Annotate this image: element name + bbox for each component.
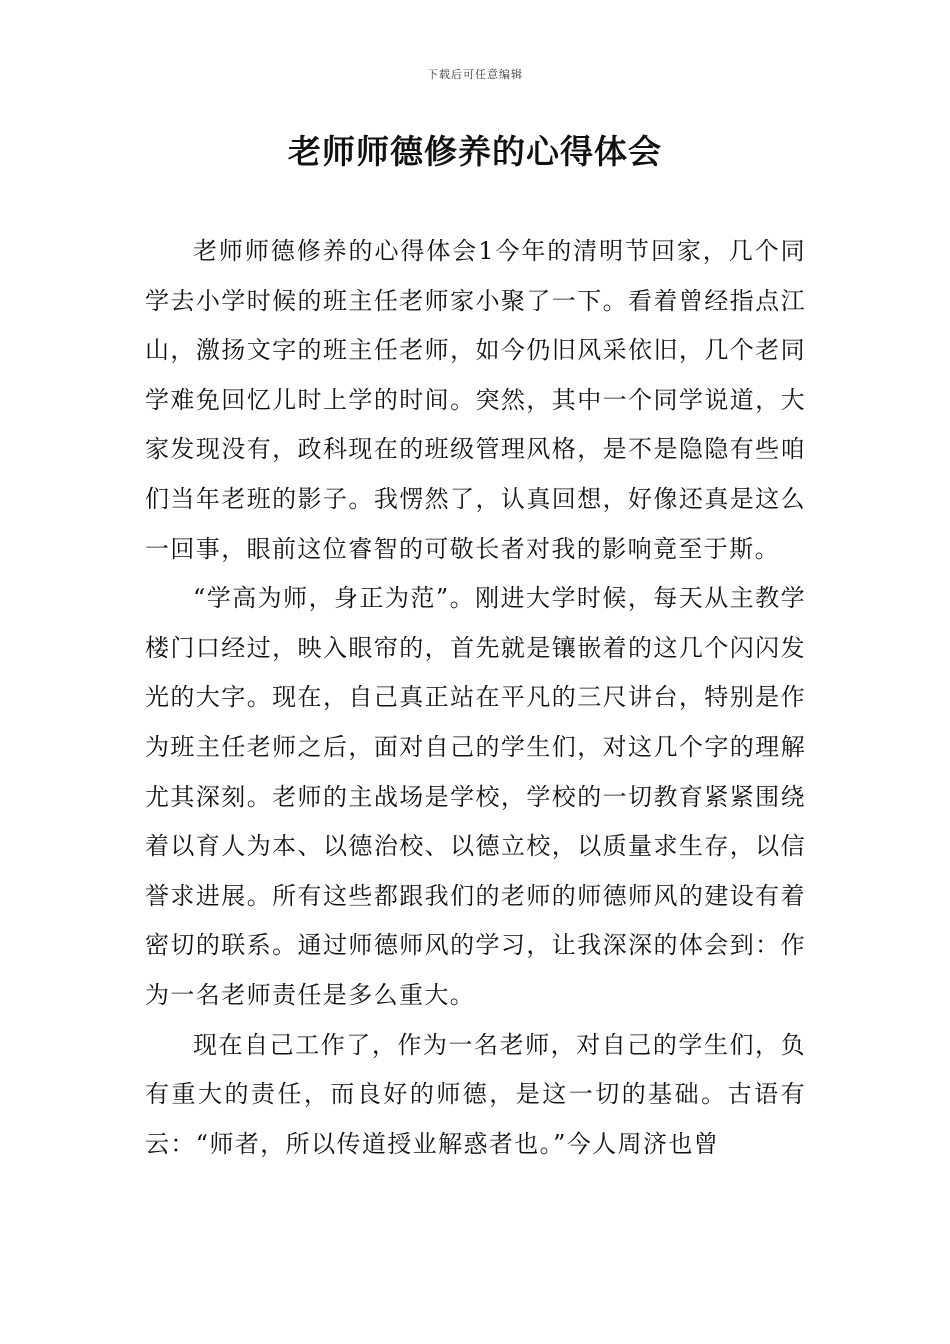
body-paragraph: 老师师德修养的心得体会1今年的清明节回家，几个同学去小学时候的班主任老师家小聚了一下。看着曾经指点江山，激扬文字的班主任老师，如今仍旧风采依旧，几个老同学难免回忆儿时上学的时间。突然，其中一个同学说道，大家发现没有，政科现在的班级管理风格，是不是隐隐有些咱们当年老班的影子。我愣然了，认真回想，好像还真是这么一回事，眼前这位睿智的可敬长者对我的影响竟至于斯。	[145, 237, 806, 563]
body-paragraph: “学高为师，身正为范”。刚进大学时候，每天从主教学楼门口经过，映入眼帘的，首先就是镶嵌着的这几个闪闪发光的大字。现在，自己真正站在平凡的三尺讲台，特别是作为班主任老师之后，面对自己的学生们，对这几个字的理解尤其深刻。老师的主战场是学校，学校的一切教育紧紧围绕着以育人为本、以德治校、以德立校，以质量求生存，以信誉求进展。所有这些都跟我们的老师的师德师风的建设有着密切的联系。通过师德师风的学习，让我深深的体会到：作为一名老师责任是多么重大。	[145, 584, 806, 1009]
body-paragraph: 现在自己工作了，作为一名老师，对自己的学生们，负有重大的责任，而良好的师德，是这一切的基础。古语有云：“师者，所以传道授业解惑者也。”今人周济也曾	[145, 1030, 806, 1158]
document-title: 老师师德修养的心得体会	[288, 132, 662, 171]
document-body	[145, 227, 806, 1169]
header-note: 下载后可任意编辑	[427, 68, 523, 81]
